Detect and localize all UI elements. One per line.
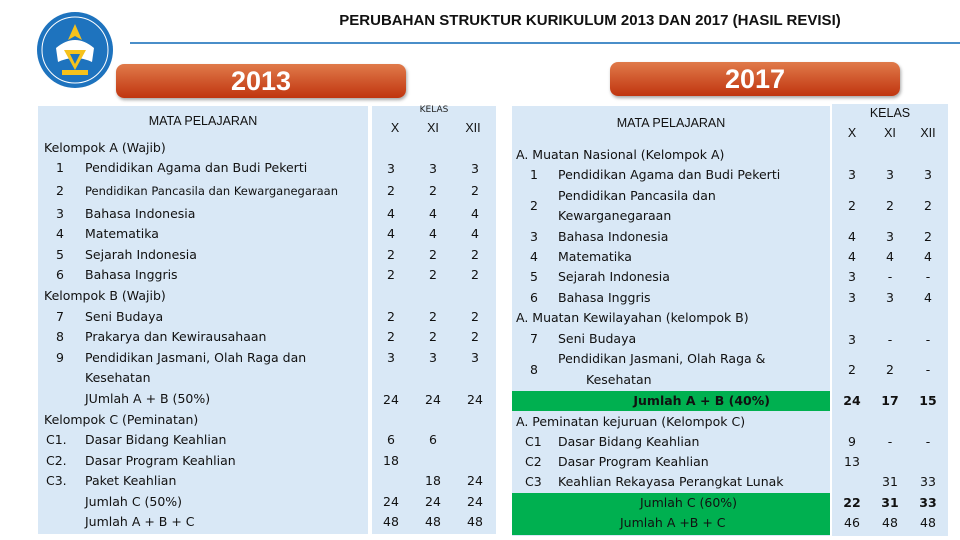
left-col-xii: XII	[465, 121, 481, 135]
right-col-xii: XII	[920, 126, 936, 140]
left-col-x: X	[390, 121, 400, 135]
left-kelas-header	[372, 106, 496, 142]
right-kelas-header	[832, 104, 948, 144]
right-group-a: A. Muatan Nasional (Kelompok A)	[516, 147, 725, 162]
right-subject-label: MATA PELAJARAN	[616, 116, 726, 130]
title-underline	[130, 42, 960, 44]
left-group-b: Kelompok B (Wajib)	[44, 288, 166, 303]
right-subject-header	[512, 106, 830, 144]
left-group-c: Kelompok C (Peminatan)	[44, 412, 199, 427]
left-group-a: Kelompok A (Wajib)	[44, 140, 166, 155]
left-col-xi: XI	[427, 121, 439, 135]
left-kelas-label: KELAS	[419, 105, 449, 115]
left-subject-header	[38, 106, 368, 142]
left-subject-label: MATA PELAJARAN	[148, 114, 258, 128]
page-title: PERUBAHAN STRUKTUR KURIKULUM 2013 DAN 2017 (HASIL REVISI)	[339, 12, 841, 29]
right-kelas-label: KELAS	[869, 106, 911, 120]
right-group-c: A. Peminatan kejuruan (Kelompok C)	[516, 414, 746, 429]
year-2013-banner: 2013	[116, 64, 406, 98]
tut-wuri-handayani-logo	[34, 10, 116, 90]
right-col-xi: XI	[884, 126, 896, 140]
right-col-x: X	[847, 126, 857, 140]
year-2017-banner: 2017	[610, 62, 900, 96]
right-group-b: A. Muatan Kewilayahan (kelompok B)	[516, 310, 749, 325]
